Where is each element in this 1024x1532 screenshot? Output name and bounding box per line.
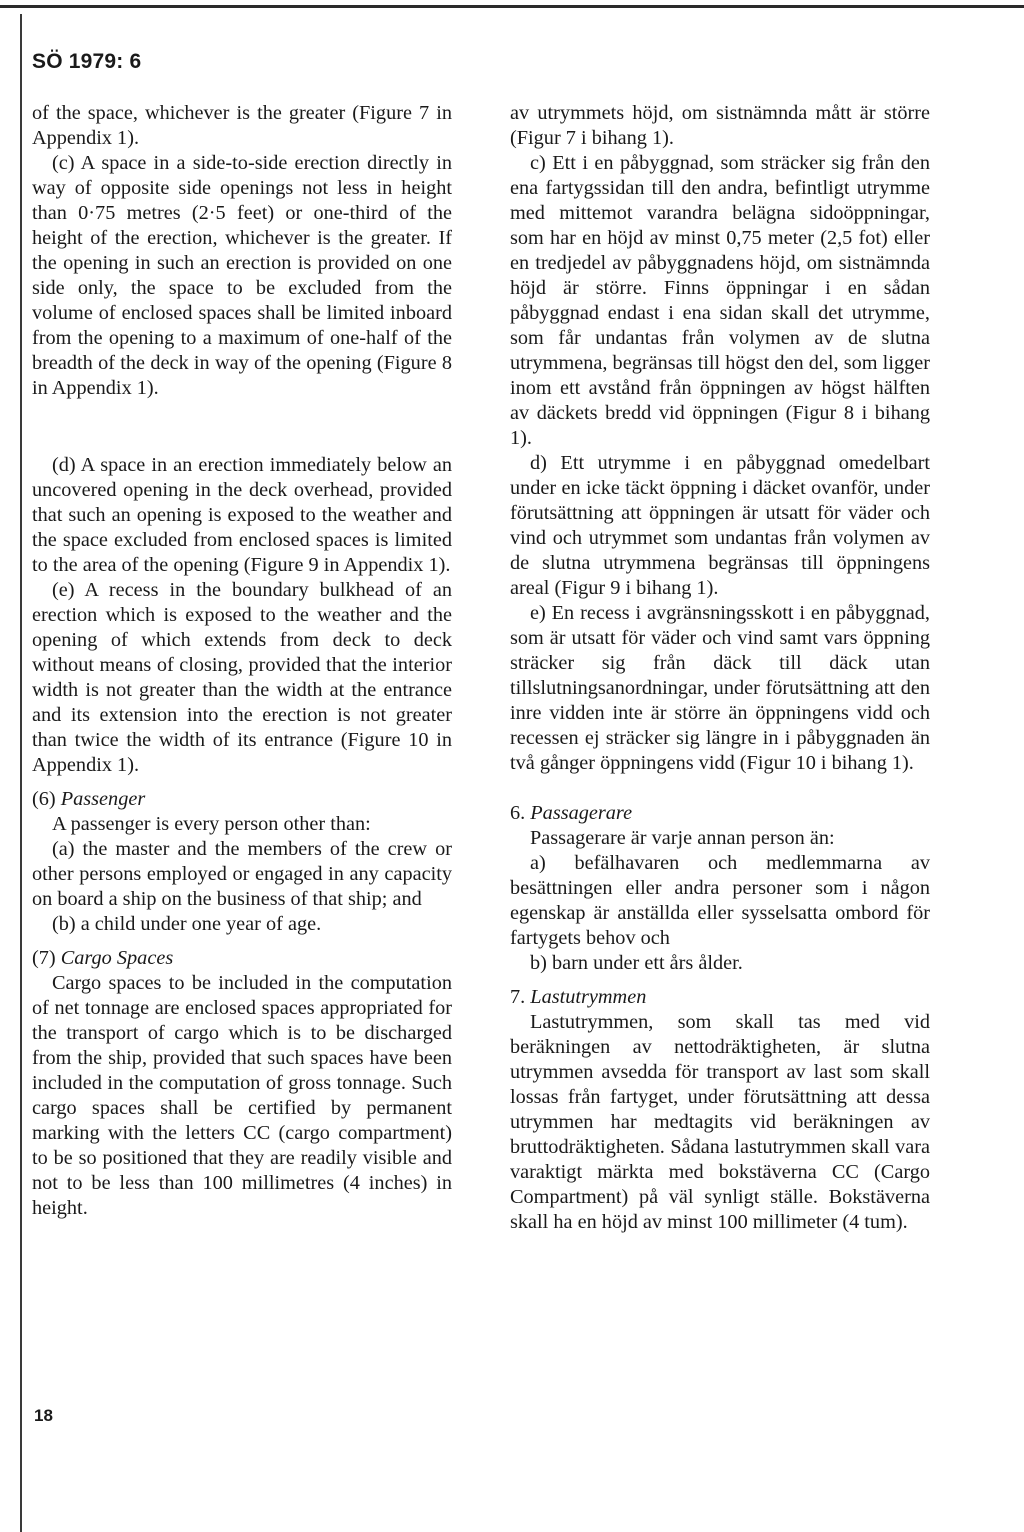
en-clause-d: (d) A space in an erection immediately below an uncovered opening in the deck overhead, provided that such an opening is exposed to the weather and the space excluded from enclosed spaces is limited to the area of the opening (Figure 9 in Appendix 1). (32, 454, 452, 576)
en-section-7-heading (32, 946, 452, 971)
sv-section-6-item-b: b) barn under ett års ålder. (530, 952, 743, 974)
swedish-column (510, 101, 930, 1235)
en-clause-e: (e) A recess in the boundary bulkhead of an erection which is exposed to the weather and the opening of which extends from deck to deck without means of closing, provided that the interior width is not greater than the width at the entrance and its extension into the erection is not greater than twice the width of its entrance (Figure 10 in Appendix 1). (32, 579, 452, 776)
en-section-6-heading (32, 787, 452, 812)
running-header: SÖ 1979: 6 (32, 50, 142, 73)
en-section-7-text: Cargo spaces to be included in the computation of net tonnage are enclosed spaces appropriated for the transport of cargo which is to be discharged from the ship, provided that such spaces have been included in the computation of gross tonnage. Such cargo spaces shall be certified by permanent marking with the letters CC (cargo compartment) to be so positioned that they are readily visible and not to be less than 100 millimetres (4 inches) in height. (32, 972, 452, 1219)
en-section-6-title: Passenger (60, 788, 146, 810)
sv-section-6-number: 6. (510, 802, 526, 824)
en-section-6-item-b: (b) a child under one year of age. (52, 913, 322, 935)
sv-section-7-heading (510, 985, 930, 1010)
sv-continuation-paragraph: av utrymmets höjd, om sistnämnda mått är större (Figur 7 i bihang 1). (510, 102, 930, 149)
sv-section-7-text: Lastutrymmen, som skall tas med vid beräkningen av nettodräktigheten, är slutna utrymmen avsedda för transport av last som skall lossas från fartyget, under förutsättning att dessa utrymmen har medtagits vid beräkningen av bruttodräktigheten. Sådana lastutrymmen skall vara varaktigt märkta med bokstäverna CC (Cargo Compartment) på väl synligt ställe. Bokstäverna skall ha en höjd av minst 100 millimeter (4 tum). (510, 1011, 930, 1233)
en-section-6-item-a: (a) the master and the members of the crew or other persons employed or engaged in any capacity on board a ship on the business of that ship; and (32, 838, 452, 910)
en-continuation-paragraph: of the space, whichever is the greater (Figure 7 in Appendix 1). (32, 102, 452, 149)
en-section-7-number: (7) (32, 947, 56, 969)
sv-clause-c: c) Ett i en påbyggnad, som sträcker sig från den ena fartygssidan till den andra, befintligt utrymme med mittemot varandra belägna sidoöppningar, som har en höjd av minst 0,75 meter (2,5 fot) eller en tredjedel av påbyggnadens höjd, om sistnämnda höjd är större. Finns öppningar i en sådan påbyggnad endast i ena sidan skall det utrymme, som får undantas från volymen av de slutna utrymmena, begränsas till högst den del, som ligger inom ett avstånd från öppningen av högst hälften av däckets bredd vid öppningen (Figur 8 i bihang 1). (510, 152, 930, 449)
en-section-7-title: Cargo Spaces (60, 947, 174, 969)
en-clause-c: (c) A space in a side-to-side erection directly in way of opposite side openings not less in height than 0·75 metres (2·5 feet) or one-third of the height of the erection, whichever is the greater. If the opening in such an erection is provided on one side only, the space to be excluded from the volume of enclosed spaces shall be limited inboard from the opening to a maximum of one-half of the breadth of the deck in way of the opening (Figure 8 in Appendix 1). (32, 152, 452, 399)
sv-clause-e: e) En recess i avgränsningsskott i en påbyggnad, som är utsatt för väder och vind samt vars öppning sträcker sig från däck till däck utan tillslutningsanordningar, under förutsättning att den inre vidden inte är större än öppningens vidd och recessen ej sträcker sig längre in i påbyggnaden än två gånger öppningens vidd (Figur 10 i bihang 1). (510, 602, 930, 774)
sv-clause-d: d) Ett utrymme i en påbyggnad omedelbart under en icke täckt öppning i däcket ovanför, under förutsättning att öppningen är utsatt för väder och vind och utrymmet som undantas från volymen av de slutna utrymmena begränsas till öppningens areal (Figur 9 i bihang 1). (510, 452, 930, 599)
page-number: 18 (34, 1406, 53, 1425)
left-margin-line (20, 14, 22, 1532)
sv-section-7-number: 7. (510, 986, 526, 1008)
sv-section-7-title: Lastutrymmen (530, 986, 647, 1008)
en-section-6-number: (6) (32, 788, 56, 810)
sv-section-6-heading (510, 801, 930, 826)
en-section-6-intro: A passenger is every person other than: (52, 813, 371, 835)
sv-section-6-item-a: a) befälhavaren och medlemmarna av besättningen eller andra personer som i någon egenskap är anställda eller sysselsatta ombord för fartygets behov och (510, 852, 930, 949)
top-border-line (0, 5, 1024, 8)
english-column (32, 101, 452, 1221)
sv-section-6-title: Passagerare (530, 802, 633, 824)
sv-section-6-intro: Passagerare är varje annan person än: (530, 827, 835, 849)
